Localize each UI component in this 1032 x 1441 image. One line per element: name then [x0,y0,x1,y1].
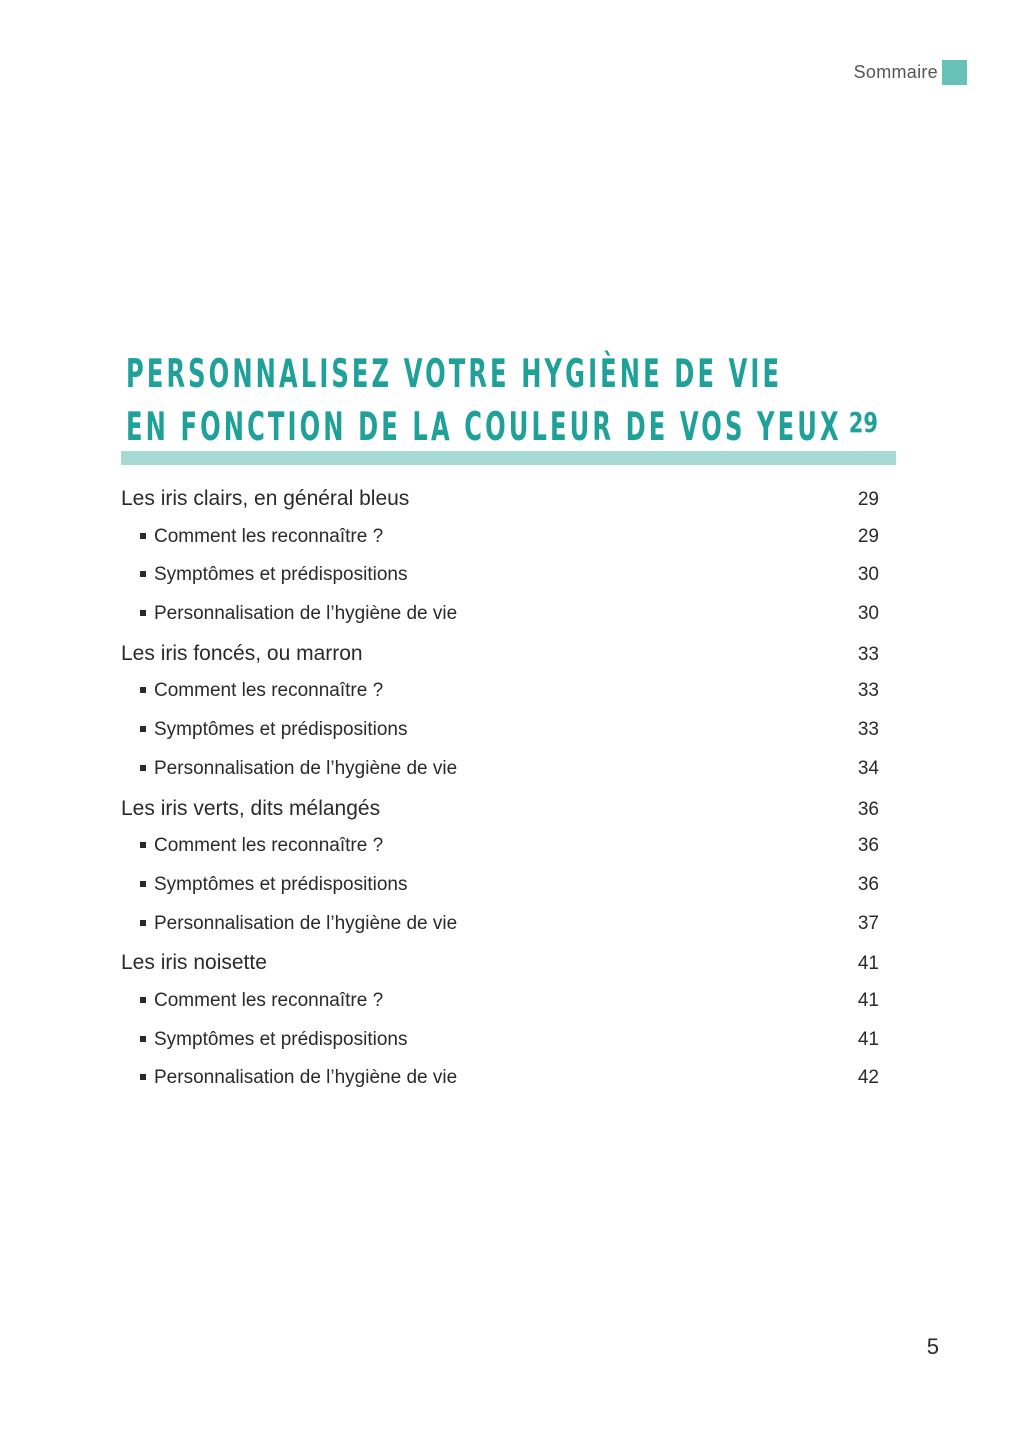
part-title-line-1: PERSONNALISEZ VOTRE HYGIÈNE DE VIE [126,352,783,397]
toc-section-entry[interactable] [121,487,879,526]
toc-entry-label: Comment les reconnaître ? [140,526,383,548]
toc-section-entry[interactable] [121,951,879,990]
toc-entry-page: 30 [857,564,879,586]
toc-subsection-entry[interactable] [121,990,879,1029]
toc-entry-label: Les iris foncés, ou marron [121,641,363,665]
toc-entry-label: Les iris noisette [121,951,267,975]
toc-subsection-entry[interactable] [121,680,879,719]
toc-entry-page: 36 [857,873,879,895]
toc-entry-label: Symptômes et prédispositions [140,719,407,741]
toc-entry-label: Les iris clairs, en général bleus [121,487,410,510]
toc-entry-label: Personnalisation de l’hygiène de vie [140,913,457,935]
toc-entry-page: 41 [857,953,879,975]
toc-subsection-entry[interactable] [121,603,879,642]
toc-entry-page: 36 [857,798,879,820]
page-number: 5 [926,1334,939,1359]
toc-subsection-entry[interactable] [121,564,879,603]
section-label: Sommaire [853,62,938,82]
toc-entry-label: Personnalisation de l’hygiène de vie [140,603,457,625]
part-divider-rule [121,451,896,465]
toc-subsection-entry[interactable] [121,526,879,565]
toc-entry-page: 34 [857,757,879,779]
toc-entry-label: Comment les reconnaître ? [140,835,383,857]
toc-subsection-entry[interactable] [121,758,879,797]
toc-subsection-entry[interactable] [121,913,879,952]
toc-entry-label: Personnalisation de l’hygiène de vie [140,758,457,780]
toc-entry-page: 36 [857,835,879,857]
toc-section-entry[interactable] [121,642,879,681]
toc-entry-page: 33 [857,680,879,702]
toc-entry-page: 41 [857,989,879,1011]
toc-entry-page: 41 [857,1028,879,1050]
toc-entry-page: 42 [857,1067,879,1089]
toc-section-entry[interactable] [121,797,879,836]
toc-entry-page: 37 [857,912,879,934]
toc-entry-page: 33 [857,719,879,741]
running-header [854,60,967,85]
toc-entry-label: Symptômes et prédispositions [140,564,407,586]
part-title-line-2: EN FONCTION DE LA COULEUR DE VOS YEUX [126,405,842,450]
toc-entry-label: Symptômes et prédispositions [140,1029,407,1051]
section-tab-marker [942,60,967,85]
table-of-contents [121,487,879,1106]
toc-entry-label: Comment les reconnaître ? [140,990,383,1012]
part-page-number: 29 [848,406,878,439]
toc-subsection-entry[interactable] [121,835,879,874]
toc-subsection-entry[interactable] [121,1067,879,1106]
toc-entry-label: Symptômes et prédispositions [140,874,407,896]
toc-entry-label: Les iris verts, dits mélangés [121,796,381,820]
toc-subsection-entry[interactable] [121,719,879,758]
part-heading [126,348,878,454]
toc-entry-page: 29 [857,489,879,510]
toc-entry-page: 30 [857,603,879,625]
toc-entry-label: Comment les reconnaître ? [140,680,383,702]
toc-entry-label: Personnalisation de l’hygiène de vie [140,1067,457,1089]
toc-subsection-entry[interactable] [121,874,879,913]
toc-entry-page: 33 [857,643,879,665]
toc-subsection-entry[interactable] [121,1029,879,1068]
toc-entry-page: 29 [857,525,879,547]
